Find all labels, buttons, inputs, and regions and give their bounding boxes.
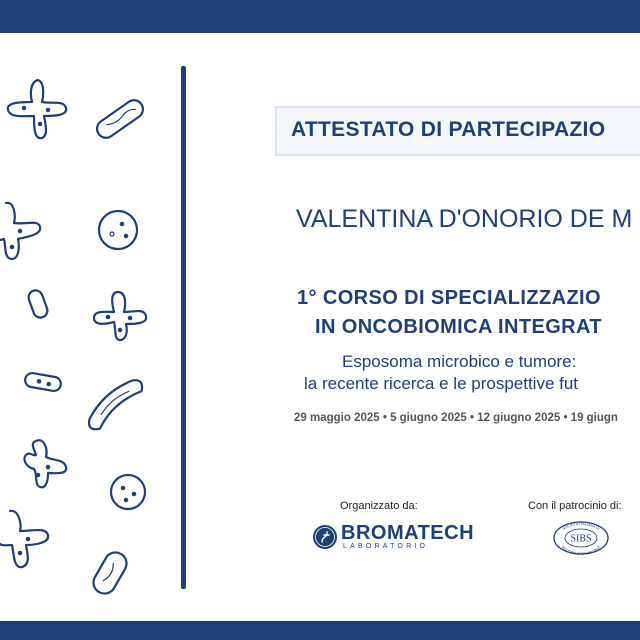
top-border-band bbox=[0, 0, 640, 33]
microbe-rod-4 bbox=[82, 374, 147, 433]
microbe-rod-1 bbox=[94, 97, 147, 142]
microbe-triradiate-4 bbox=[24, 440, 66, 487]
patron-logo-text: SIBS bbox=[570, 533, 592, 545]
microbe-rod-2 bbox=[27, 288, 50, 319]
patronage-label: Con il patrocinio di: bbox=[528, 500, 622, 512]
microbe-triradiate-3 bbox=[94, 292, 146, 340]
recipient-name: VALENTINA D'ONORIO DE M bbox=[296, 205, 633, 233]
vertical-divider bbox=[181, 66, 186, 589]
bottom-border-band bbox=[0, 621, 640, 640]
course-dates: 29 maggio 2025 • 5 giugno 2025 • 12 giugno 2025 • 19 giugn bbox=[294, 412, 618, 424]
sibs-arc-bottom: BIOLOGIA SPERIMENTALE bbox=[560, 545, 602, 556]
organizer-subtitle: LABORATORIO bbox=[343, 543, 429, 550]
microbe-coccus-1 bbox=[99, 211, 137, 249]
organizer-name: BROMATECH bbox=[341, 522, 475, 544]
sibs-seal-icon bbox=[552, 520, 610, 556]
course-title-line1: 1° CORSO DI SPECIALIZZAZIO bbox=[297, 287, 601, 309]
microbe-triradiate-1 bbox=[8, 80, 66, 138]
microbe-rod-5 bbox=[89, 548, 130, 597]
microbe-coccus-2 bbox=[111, 475, 145, 509]
sibs-arc-top: SOCIETÀ ITALIANA DI bbox=[561, 521, 601, 532]
microbe-rod-3 bbox=[24, 372, 62, 392]
bacteria-illustration bbox=[0, 33, 182, 621]
course-title-line2: IN ONCOBIOMICA INTEGRAT bbox=[315, 316, 602, 338]
microbe-triradiate-5 bbox=[0, 511, 48, 567]
microbe-triradiate-2 bbox=[0, 203, 40, 259]
bromatech-logo-icon bbox=[312, 524, 338, 550]
certificate-title: ATTESTATO DI PARTECIPAZIO bbox=[291, 118, 606, 141]
organized-by-label: Organizzato da: bbox=[340, 500, 418, 512]
course-subtitle-line1: Esposoma microbico e tumore: bbox=[342, 352, 577, 371]
course-subtitle-line2: la recente ricerca e le prospettive fut bbox=[304, 374, 579, 393]
